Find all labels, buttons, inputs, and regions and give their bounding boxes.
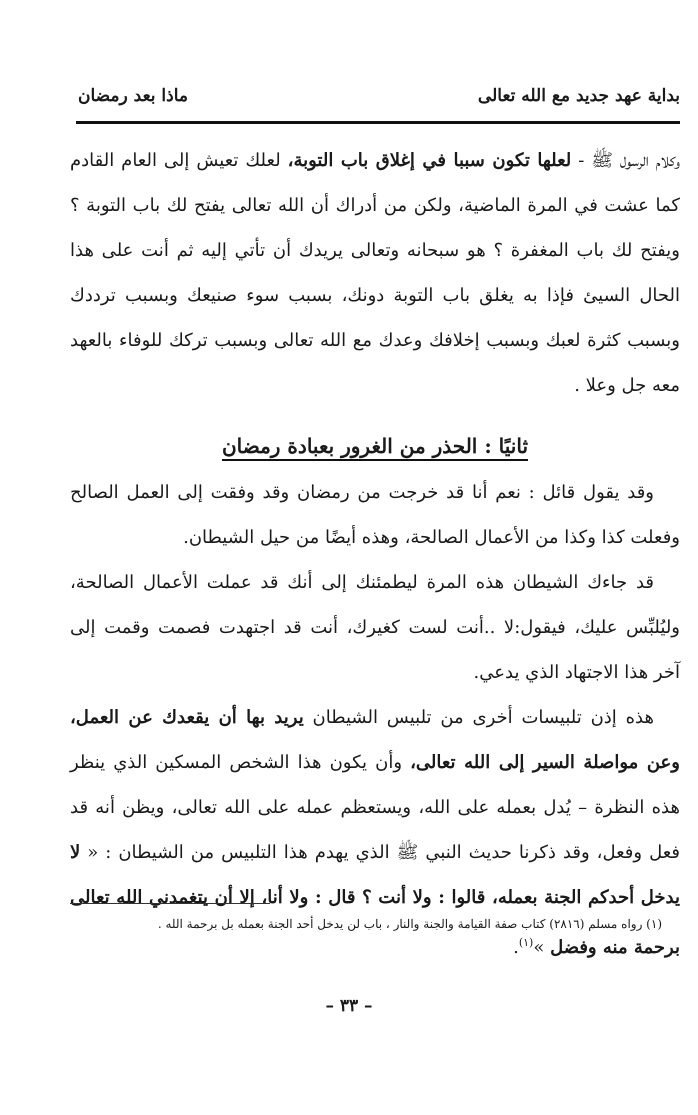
section-heading bbox=[70, 428, 680, 464]
paragraph-4-period: . bbox=[513, 937, 519, 958]
footnote: (١) رواه مسلم (٢٨١٦) كتاب صفة القيامة والجنة والنار ، باب لن يدخل أحد الجنة بعمله بل برحمة الله . bbox=[157, 917, 662, 931]
paragraph-1-bold: لعلها تكون سببا في إغلاق باب التوبة، bbox=[287, 150, 572, 171]
page-number: – ٣٣ – bbox=[325, 996, 373, 1016]
paragraph-3: قد جاءك الشيطان هذه المرة ليطمئنك إلى أنك قد عملت الأعمال الصالحة، وليُلبِّس عليك، فيقول:لا ..أنت لست كغيرك، أنت قد اجتهدت فصمت وقمت إلى آخر هذا الاجتهاد الذي يدعي. bbox=[70, 572, 680, 683]
section-heading-text: ثانيًا : الحذر من الغرور بعبادة رمضان bbox=[222, 434, 528, 461]
hadith-quote: لا يدخل أحدكم الجنة بعمله، قالوا : ولا أنت ؟ قال : ولا أنا، إلا أن يتغمدني الله تعالى برحمة منه وفضل bbox=[70, 842, 680, 958]
footnote-ref: (١) bbox=[518, 936, 534, 949]
paragraph-2: وقد يقول قائل : نعم أنا قد خرجت من رمضان وقد وفقت إلى العمل الصالح وفعلت كذا وكذا من الأعمال الصالحة، وهذه أيضًا من حيل الشيطان. bbox=[70, 482, 680, 548]
page-body bbox=[70, 138, 680, 970]
header-book-title: بداية عهد جديد مع الله تعالى bbox=[477, 86, 680, 106]
running-header bbox=[78, 86, 680, 120]
paragraph-4-part-a: هذه إذن تلبيسات أخرى من تلبيس الشيطان bbox=[303, 707, 654, 728]
header-divider bbox=[76, 121, 680, 124]
paragraph-1-lead: وكلام الرسول ﷺ - bbox=[571, 150, 681, 171]
paragraph-4-bold-1: يريد بها أن يقعدك عن العمل، وعن مواصلة السير إلى الله تعالى، bbox=[70, 707, 680, 773]
paragraph-4-part-b: وأن يكون هذا الشخص المسكين الذي ينظر هذه النظرة – يُدل بعمله على الله، ويستعظم عمله على الله تعالى، ويظن أنه قد فعل وفعل، وقد ذكرنا حديث النبي ﷺ الذي يهدم هذا التلبيس من الشيطان : « bbox=[70, 752, 680, 863]
header-chapter-title: ماذا بعد رمضان bbox=[78, 86, 188, 106]
footnote-divider bbox=[70, 903, 270, 904]
paragraph-1-rest: لعلك تعيش إلى العام القادم كما عشت في المرة الماضية، ولكن من أدراك أن الله تعالى يفتح لك باب التوبة ؟ ويفتح لك باب المغفرة ؟ هو سبحانه وتعالى يريدك أن تأتي إليه ثم أنت على هذا الحال السيئ فإذا به يغلق باب التوبة دونك، بسبب سوء صنيعك وبسبب ترددك وبسبب كثرة لعبك وبسبب إخلافك وعدك مع الله تعالى وبسبب تركك للوفاء بالعهد معه جل وعلا . bbox=[70, 150, 680, 396]
paragraph-1 bbox=[70, 138, 680, 408]
quote-close: » bbox=[533, 937, 551, 958]
